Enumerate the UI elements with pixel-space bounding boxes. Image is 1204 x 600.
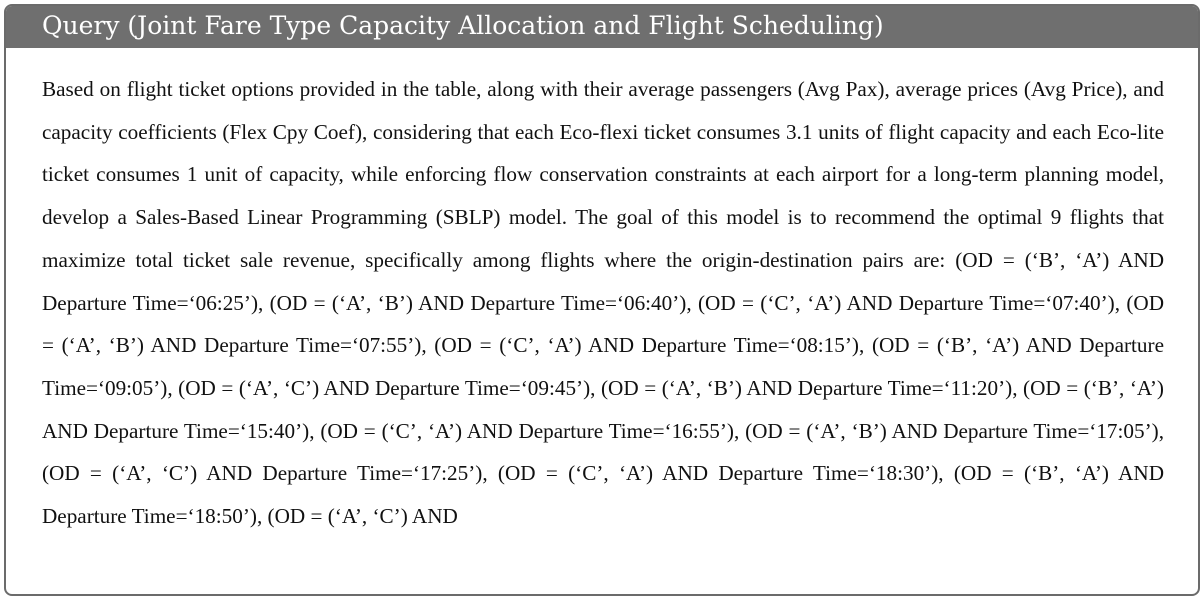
query-box (4, 4, 1200, 596)
query-text: Based on flight ticket options provided in the table, along with their average passengers (Avg Pax), average prices (Avg Price), and capacity coefficients (Flex Cpy Coef), considering that each Eco-flexi ticket consumes 3.1 units of flight capacity and each Eco-lite ticket consumes 1 unit of capacity, while enforcing flow conservation constraints at each airport for a long-term planning model, develop a Sales-Based Linear Programming (SBLP) model. The goal of this model is to recommend the optimal 9 flights that maximize total ticket sale revenue, specifically among flights where the origin-destination pairs are: (OD = (‘B’, ‘A’) AND Departure Time=‘06:25’), (OD = (‘A’, ‘B’) AND Departure Time=‘06:40’), (OD = (‘C’, ‘A’) AND Departure Time=‘07:40’), (OD = (‘A’, ‘B’) AND Departure Time=‘07:55’), (OD = (‘C’, ‘A’) AND Departure Time=‘08:15’), (OD = (‘B’, ‘A’) AND Departure Time=‘09:05’), (OD = (‘A’, ‘C’) AND Departure Time=‘09:45’), (OD = (‘A’, ‘B’) AND Departure Time=‘11:20’), (OD = (‘B’, ‘A’) AND Departure Time=‘15:40’), (OD = (‘C’, ‘A’) AND Departure Time=‘16:55’), (OD = (‘A’, ‘B’) AND Departure Time=‘17:05’), (OD = (‘A’, ‘C’) AND Departure Time=‘17:25’), (OD = (‘C’, ‘A’) AND Departure Time=‘18:30’), (OD = (‘B’, ‘A’) AND Departure Time=‘18:50’), (OD = (‘A’, ‘C’) AND (42, 77, 1164, 529)
query-title: Query (Joint Fare Type Capacity Allocation and Flight Scheduling) (6, 6, 1198, 48)
